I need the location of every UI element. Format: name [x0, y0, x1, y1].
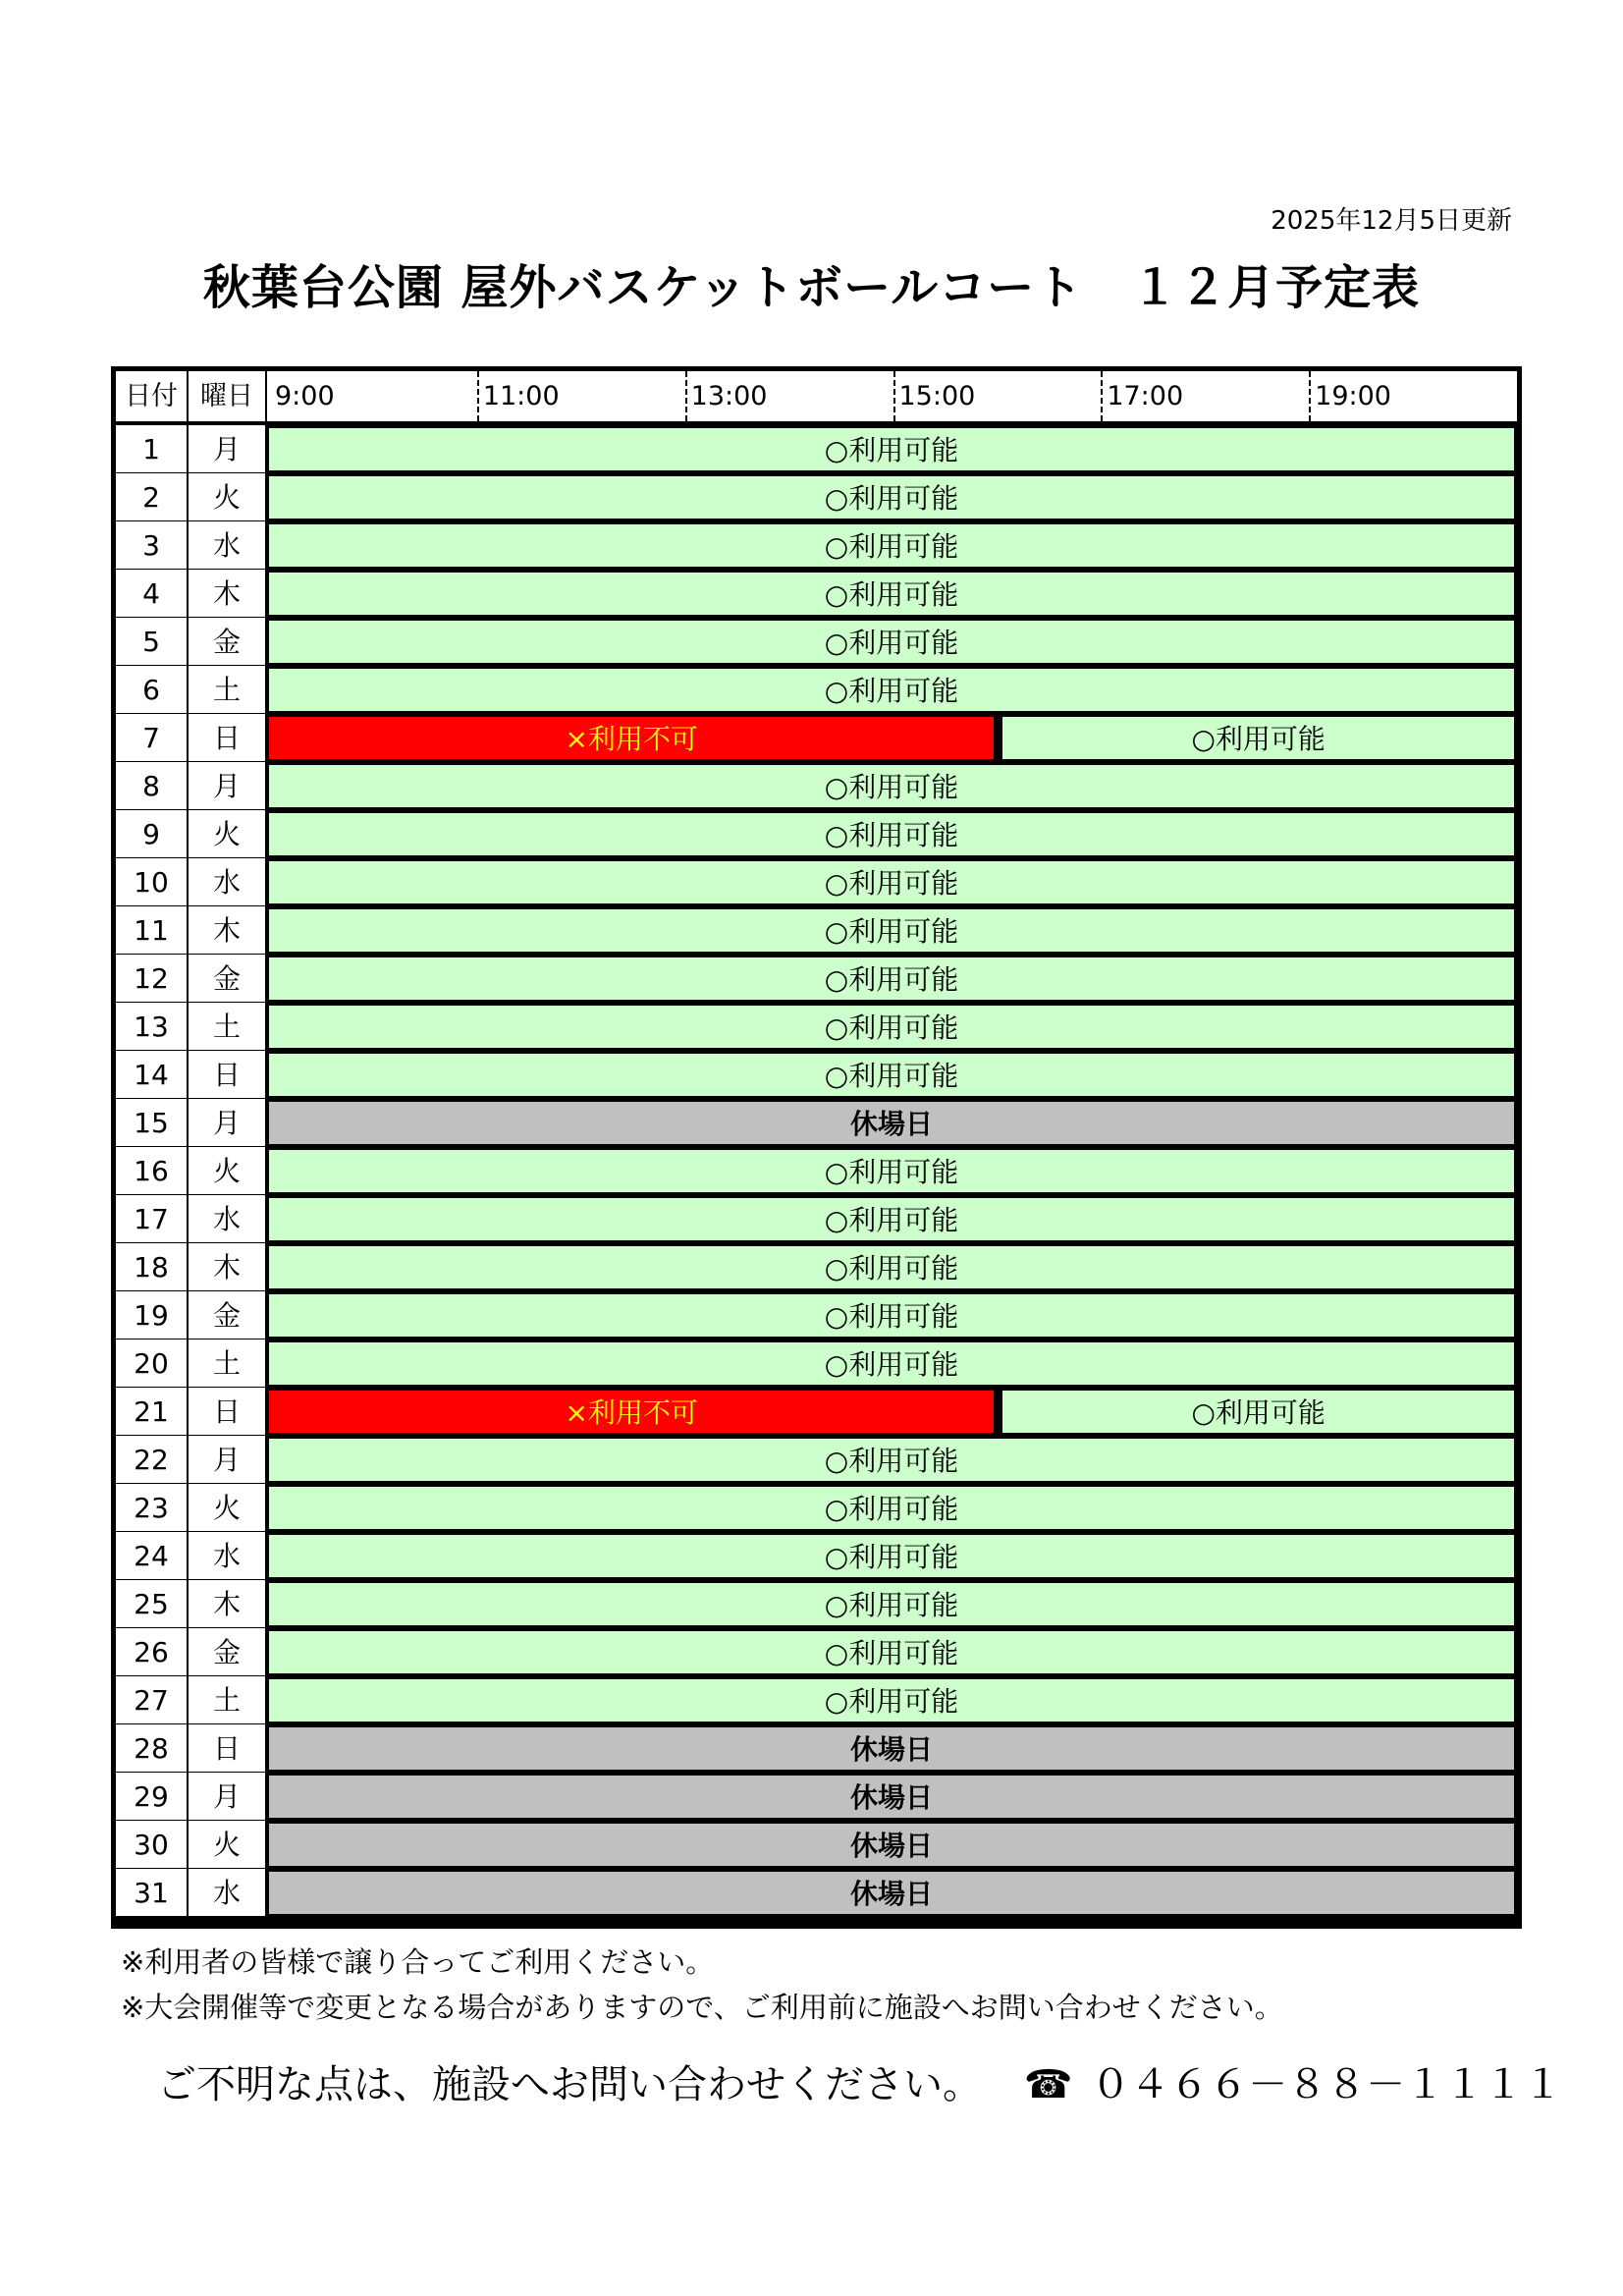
row-date: 12	[116, 955, 189, 1003]
schedule-row	[116, 425, 1517, 473]
schedule-row	[116, 810, 1517, 858]
schedule-row	[116, 1339, 1517, 1388]
schedule-row	[116, 1676, 1517, 1724]
schedule-row	[116, 1388, 1517, 1436]
row-date: 23	[116, 1484, 189, 1532]
slot-closed: 休場日	[269, 1724, 1517, 1773]
schedule-row	[116, 666, 1517, 714]
slot-available: ○利用可能	[269, 858, 1517, 906]
slot-available: ○利用可能	[269, 570, 1517, 618]
slot-available: ○利用可能	[269, 1147, 1517, 1195]
row-date: 27	[116, 1676, 189, 1724]
row-date: 4	[116, 570, 189, 618]
header-day-of-week: 曜日	[189, 371, 267, 421]
slot-available: ○利用可能	[269, 521, 1517, 570]
slot-available: ○利用可能	[269, 762, 1517, 810]
slot-available: ○利用可能	[269, 666, 1517, 714]
header-time: 11:00	[477, 371, 685, 421]
schedule-row	[116, 1243, 1517, 1291]
row-day-of-week: 月	[189, 1099, 269, 1147]
row-date: 1	[116, 425, 189, 473]
slot-available: ○利用可能	[269, 1580, 1517, 1628]
row-date: 7	[116, 714, 189, 762]
row-day-of-week: 水	[189, 1532, 269, 1580]
header-time: 13:00	[685, 371, 893, 421]
schedule-row	[116, 1580, 1517, 1628]
slot-available: ○利用可能	[269, 1243, 1517, 1291]
row-date: 24	[116, 1532, 189, 1580]
row-date: 21	[116, 1388, 189, 1436]
schedule-row	[116, 1532, 1517, 1580]
row-date: 10	[116, 858, 189, 906]
slot-closed: 休場日	[269, 1773, 1517, 1821]
row-date: 25	[116, 1580, 189, 1628]
schedule-row	[116, 1003, 1517, 1051]
row-day-of-week: 水	[189, 858, 269, 906]
slot-available: ○利用可能	[269, 473, 1517, 521]
slot-available: ○利用可能	[269, 906, 1517, 955]
slot-available: ○利用可能	[269, 1628, 1517, 1676]
header-time: 15:00	[893, 371, 1102, 421]
row-day-of-week: 月	[189, 1436, 269, 1484]
schedule-row	[116, 1099, 1517, 1147]
row-date: 5	[116, 618, 189, 666]
row-day-of-week: 月	[189, 1773, 269, 1821]
schedule-row	[116, 1821, 1517, 1869]
schedule-row	[116, 1484, 1517, 1532]
contact-line	[157, 2053, 1562, 2109]
row-day-of-week: 日	[189, 1724, 269, 1773]
row-day-of-week: 水	[189, 521, 269, 570]
slot-closed: 休場日	[269, 1099, 1517, 1147]
slot-available: ○利用可能	[269, 810, 1517, 858]
row-day-of-week: 土	[189, 1003, 269, 1051]
note-share: ※利用者の皆様で譲り合ってご利用ください。	[121, 1945, 715, 1979]
slot-available: ○利用可能	[997, 1388, 1517, 1436]
slot-available: ○利用可能	[269, 1195, 1517, 1243]
schedule-row	[116, 1869, 1517, 1917]
header-time: 17:00	[1101, 371, 1309, 421]
schedule-row	[116, 618, 1517, 666]
schedule-row	[116, 762, 1517, 810]
page-title: 秋葉台公園 屋外バスケットボールコート １２月予定表	[202, 260, 1421, 315]
slot-available: ○利用可能	[269, 618, 1517, 666]
row-day-of-week: 日	[189, 1051, 269, 1099]
note-changes: ※大会開催等で変更となる場合がありますので、ご利用前に施設へお問い合わせください。	[121, 1991, 1283, 2024]
row-date: 15	[116, 1099, 189, 1147]
schedule-row	[116, 906, 1517, 955]
contact-phone: ０４６６－８８－１１１１	[1091, 2062, 1563, 2107]
slot-closed: 休場日	[269, 1821, 1517, 1869]
header-time: 19:00	[1309, 371, 1517, 421]
row-day-of-week: 水	[189, 1869, 269, 1917]
row-date: 17	[116, 1195, 189, 1243]
schedule-row	[116, 473, 1517, 521]
slot-available: ○利用可能	[269, 425, 1517, 473]
row-date: 26	[116, 1628, 189, 1676]
update-date: 2025年12月5日更新	[1271, 206, 1512, 236]
row-date: 18	[116, 1243, 189, 1291]
slot-available: ○利用可能	[269, 1291, 1517, 1339]
slot-available: ○利用可能	[269, 1436, 1517, 1484]
schedule-row	[116, 1773, 1517, 1821]
schedule-row	[116, 1147, 1517, 1195]
schedule-row	[116, 858, 1517, 906]
row-day-of-week: 木	[189, 1580, 269, 1628]
row-date: 22	[116, 1436, 189, 1484]
row-day-of-week: 土	[189, 666, 269, 714]
schedule-row	[116, 521, 1517, 570]
slot-available: ○利用可能	[269, 1532, 1517, 1580]
slot-available: ○利用可能	[997, 714, 1517, 762]
slot-available: ○利用可能	[269, 1003, 1517, 1051]
row-day-of-week: 金	[189, 1291, 269, 1339]
schedule-row	[116, 1436, 1517, 1484]
table-header-row	[116, 371, 1517, 425]
schedule-row	[116, 1051, 1517, 1099]
row-date: 9	[116, 810, 189, 858]
row-day-of-week: 木	[189, 1243, 269, 1291]
row-day-of-week: 木	[189, 570, 269, 618]
row-day-of-week: 水	[189, 1195, 269, 1243]
row-date: 3	[116, 521, 189, 570]
contact-text: ご不明な点は、施設へお問い合わせください。	[157, 2062, 982, 2107]
row-day-of-week: 土	[189, 1339, 269, 1388]
schedule-row	[116, 570, 1517, 618]
row-day-of-week: 木	[189, 906, 269, 955]
header-time: 9:00	[275, 381, 335, 411]
schedule-row	[116, 1195, 1517, 1243]
row-day-of-week: 土	[189, 1676, 269, 1724]
row-day-of-week: 金	[189, 618, 269, 666]
row-day-of-week: 火	[189, 1147, 269, 1195]
row-date: 16	[116, 1147, 189, 1195]
row-day-of-week: 日	[189, 714, 269, 762]
slot-unavailable: ×利用不可	[269, 714, 997, 762]
row-day-of-week: 火	[189, 1484, 269, 1532]
schedule-table	[111, 366, 1522, 1929]
slot-closed: 休場日	[269, 1869, 1517, 1917]
row-date: 6	[116, 666, 189, 714]
row-date: 20	[116, 1339, 189, 1388]
row-date: 30	[116, 1821, 189, 1869]
row-day-of-week: 日	[189, 1388, 269, 1436]
row-date: 13	[116, 1003, 189, 1051]
schedule-row	[116, 955, 1517, 1003]
row-date: 28	[116, 1724, 189, 1773]
schedule-row	[116, 1724, 1517, 1773]
slot-unavailable: ×利用不可	[269, 1388, 997, 1436]
row-date: 11	[116, 906, 189, 955]
row-date: 31	[116, 1869, 189, 1917]
slot-available: ○利用可能	[269, 1676, 1517, 1724]
schedule-row	[116, 714, 1517, 762]
row-date: 19	[116, 1291, 189, 1339]
row-day-of-week: 金	[189, 955, 269, 1003]
schedule-row	[116, 1291, 1517, 1339]
slot-available: ○利用可能	[269, 1484, 1517, 1532]
row-date: 29	[116, 1773, 189, 1821]
row-day-of-week: 月	[189, 425, 269, 473]
row-day-of-week: 月	[189, 762, 269, 810]
row-day-of-week: 火	[189, 810, 269, 858]
slot-available: ○利用可能	[269, 1339, 1517, 1388]
row-date: 8	[116, 762, 189, 810]
row-date: 14	[116, 1051, 189, 1099]
row-day-of-week: 火	[189, 1821, 269, 1869]
slot-available: ○利用可能	[269, 955, 1517, 1003]
schedule-row	[116, 1628, 1517, 1676]
slot-available: ○利用可能	[269, 1051, 1517, 1099]
row-date: 2	[116, 473, 189, 521]
row-day-of-week: 金	[189, 1628, 269, 1676]
row-day-of-week: 火	[189, 473, 269, 521]
telephone-icon: ☎	[1023, 2062, 1073, 2107]
header-date: 日付	[116, 371, 189, 421]
